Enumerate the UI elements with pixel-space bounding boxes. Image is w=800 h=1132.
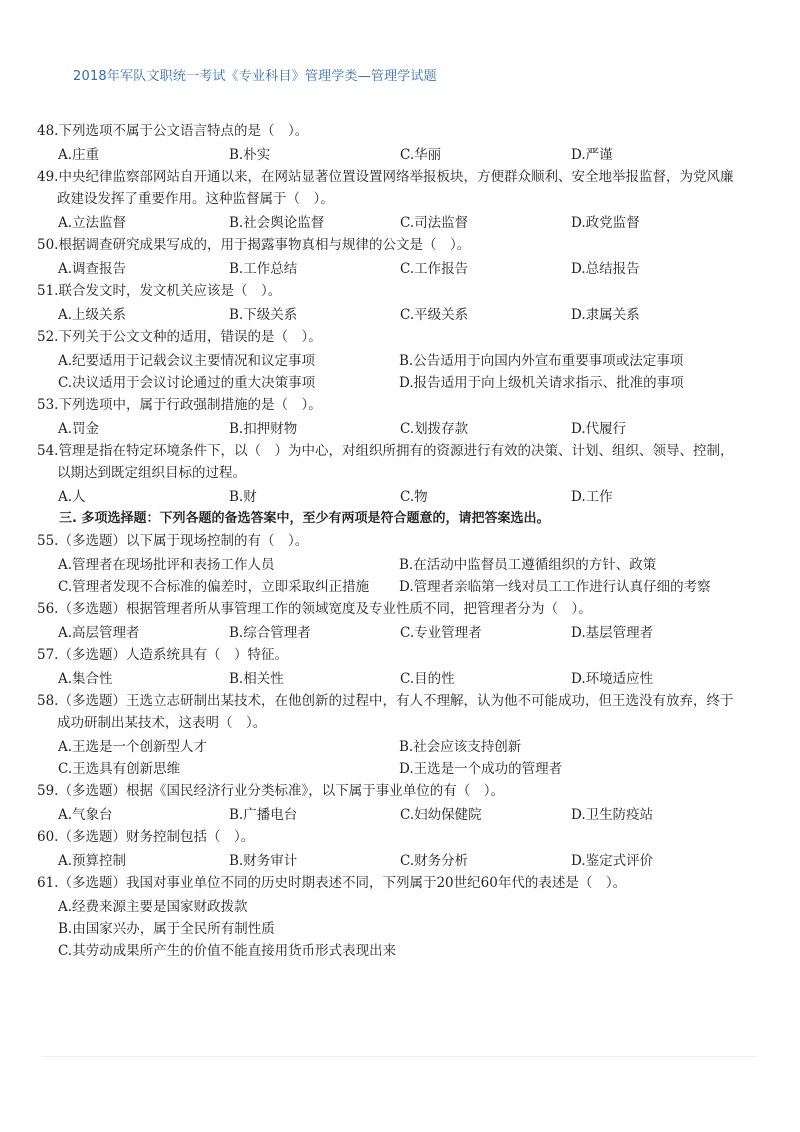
option-list [58, 622, 737, 644]
answer-option: A.集合性 [58, 671, 113, 687]
answer-option: C.财务分析 [400, 853, 469, 869]
answer-option: B.由国家兴办，属于全民所有制性质 [58, 921, 275, 937]
option-list [58, 850, 737, 872]
answer-option: A.王选是一个创新型人才 [58, 739, 208, 755]
question-text: 54.管理是指在特定环境条件下，以（ ）为中心，对组织所拥有的资源进行有效的决策、计划、组织、领导、控制，以期达到既定组织目标的过程。 [37, 443, 734, 481]
answer-option: D.鉴定式评价 [571, 853, 654, 869]
question-block [37, 120, 737, 166]
option-list [58, 350, 737, 394]
answer-option: A.管理者在现场批评和表扬工作人员 [58, 557, 275, 573]
question-text: 55.（多选题）以下属于现场控制的有（ ）。 [37, 533, 309, 549]
answer-option: C.划拨存款 [400, 421, 469, 437]
answer-option: B.相关性 [229, 671, 284, 687]
answer-option: A.人 [58, 489, 86, 505]
question-block [37, 598, 737, 644]
section-heading: 三. 多项选择题：下列各题的备选答案中，至少有两项是符合题意的，请把答案选出。 [59, 511, 550, 526]
option-list [58, 418, 737, 440]
answer-option: B.扣押财物 [229, 421, 298, 437]
answer-option: A.罚金 [58, 421, 100, 437]
answer-option: C.妇幼保健院 [400, 807, 482, 823]
answer-option: C.华丽 [400, 147, 442, 163]
answer-option: D.隶属关系 [571, 307, 640, 323]
answer-option: A.气象台 [58, 807, 113, 823]
question-text: 61.（多选题）我国对事业单位不同的历史时期表述不同，下列属于20世纪60年代的表述是（ ）。 [37, 875, 627, 891]
answer-option: A.纪要适用于记载会议主要情况和议定事项 [58, 353, 316, 369]
option-list [58, 736, 737, 780]
footer-divider [42, 1056, 756, 1057]
answer-option: A.上级关系 [58, 307, 127, 323]
answer-option: B.财 [229, 489, 257, 505]
question-text: 50.根据调查研究成果写成的，用于揭露事物真相与规律的公文是（ ）。 [37, 237, 471, 253]
answer-option: A.调查报告 [58, 261, 127, 277]
question-block [37, 530, 737, 598]
question-text: 60.（多选题）财务控制包括（ ）。 [37, 829, 255, 845]
question-text: 53.下列选项中，属于行政强制措施的是（ ）。 [37, 397, 322, 413]
answer-option: B.社会应该支持创新 [399, 739, 522, 755]
answer-option: B.在活动中监督员工遵循组织的方针、政策 [399, 557, 657, 573]
question-block [37, 234, 737, 280]
answer-option: A.庄重 [58, 147, 100, 163]
answer-option: C.决议适用于会议讨论通过的重大决策事项 [58, 375, 316, 391]
option-list [58, 554, 737, 598]
answer-option: C.平级关系 [400, 307, 469, 323]
question-block [37, 690, 737, 780]
answer-option: D.代履行 [571, 421, 627, 437]
answer-option: B.下级关系 [229, 307, 298, 323]
answer-option: A.立法监督 [58, 215, 127, 231]
answer-option: A.高层管理者 [58, 625, 140, 641]
question-block [37, 166, 737, 234]
answer-option: B.社会舆论监督 [229, 215, 325, 231]
question-block [37, 644, 737, 690]
document-header: 2018年军队文职统一考试《专业科目》管理学类—管理学试题 [73, 69, 437, 84]
option-list [58, 896, 737, 962]
question-block [37, 872, 737, 962]
answer-option: C.专业管理者 [400, 625, 482, 641]
answer-option: B.朴实 [229, 147, 271, 163]
question-text: 48.下列选项不属于公文语言特点的是（ ）。 [37, 123, 309, 139]
answer-option: D.环境适应性 [571, 671, 654, 687]
answer-option: D.严谨 [571, 147, 613, 163]
question-text: 57.（多选题）人造系统具有（ ）特征。 [37, 647, 288, 663]
answer-option: B.公告适用于向国内外宣布重要事项或法定事项 [399, 353, 684, 369]
answer-option: A.预算控制 [58, 853, 127, 869]
answer-option: B.财务审计 [229, 853, 298, 869]
answer-option: A.经费来源主要是国家财政拨款 [58, 899, 248, 915]
question-block [37, 440, 737, 508]
option-list [58, 304, 737, 326]
question-block [37, 394, 737, 440]
answer-option: B.广播电台 [229, 807, 298, 823]
option-list [58, 668, 737, 690]
answer-option: D.总结报告 [571, 261, 640, 277]
question-list [37, 120, 737, 962]
question-text: 51.联合发文时，发文机关应该是（ ）。 [37, 283, 282, 299]
answer-option: D.报告适用于向上级机关请求指示、批准的事项 [399, 375, 684, 391]
answer-option: C.管理者发现不合标准的偏差时，立即采取纠正措施 [58, 579, 370, 595]
option-list [58, 258, 737, 280]
question-text: 59.（多选题）根据《国民经济行业分类标准》，以下属于事业单位的有（ ）。 [37, 783, 504, 799]
answer-option: D.管理者亲临第一线对员工工作进行认真仔细的考察 [399, 579, 711, 595]
answer-option: B.工作总结 [229, 261, 298, 277]
answer-option: D.王选是一个成功的管理者 [399, 761, 563, 777]
answer-option: D.工作 [571, 489, 613, 505]
question-block [37, 780, 737, 826]
option-list [58, 486, 737, 508]
answer-option: D.政党监督 [571, 215, 640, 231]
question-block [37, 280, 737, 326]
question-text: 56.（多选题）根据管理者所从事管理工作的领域宽度及专业性质不同，把管理者分为（ ）。 [37, 601, 592, 617]
answer-option: C.物 [400, 489, 428, 505]
answer-option: C.其劳动成果所产生的价值不能直接用货币形式表现出来 [58, 943, 397, 959]
answer-option: C.目的性 [400, 671, 455, 687]
answer-option: C.工作报告 [400, 261, 469, 277]
question-block [37, 326, 737, 394]
question-block [37, 826, 737, 872]
question-text: 58.（多选题）王选立志研制出某技术，在他创新的过程中，有人不理解，认为他不可能成功，但王选没有放弃，终于成功研制出某技术，这表明（ ）。 [37, 693, 734, 731]
question-text: 49.中央纪律监察部网站自开通以来，在网站显著位置设置网络举报板块，方便群众顺利、安全地举报监督，为党风廉政建设发挥了重要作用。这种监督属于（ ）。 [37, 169, 734, 207]
option-list [58, 212, 737, 234]
answer-option: C.司法监督 [400, 215, 469, 231]
answer-option: C.王选具有创新思维 [58, 761, 181, 777]
answer-option: B.综合管理者 [229, 625, 311, 641]
option-list [58, 144, 737, 166]
question-text: 52.下列关于公文文种的适用，错误的是（ ）。 [37, 329, 322, 345]
option-list [58, 804, 737, 826]
answer-option: D.卫生防疫站 [571, 807, 654, 823]
answer-option: D.基层管理者 [571, 625, 654, 641]
